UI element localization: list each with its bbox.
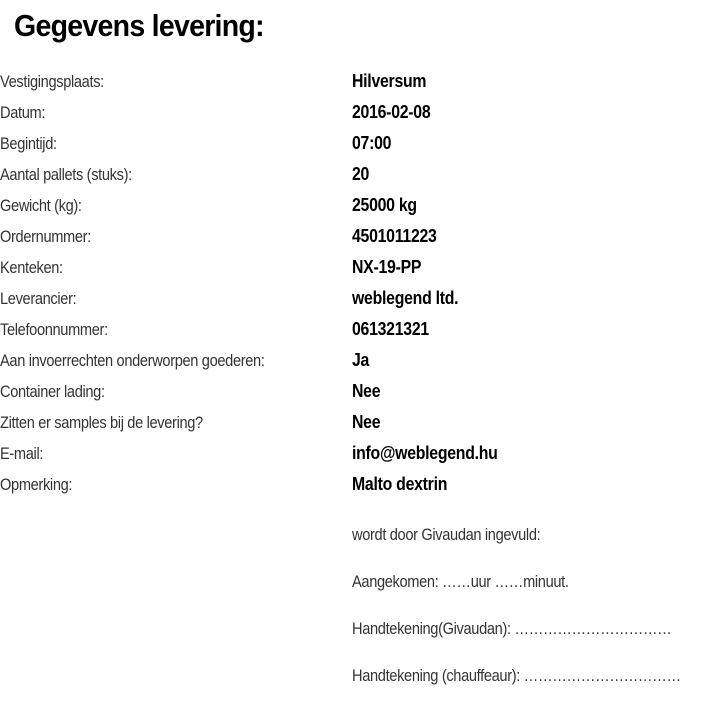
detail-label: Zitten er samples bij de levering? (0, 413, 203, 432)
detail-row-start-time (0, 128, 728, 159)
detail-label: Leverancier: (0, 289, 77, 308)
page-title: Gegevens levering: (14, 8, 264, 43)
detail-row-pallets (0, 159, 728, 190)
detail-label: Gewicht (kg): (0, 196, 82, 215)
detail-row-samples (0, 407, 728, 438)
detail-row-supplier (0, 283, 728, 314)
detail-row-license-plate (0, 252, 728, 283)
detail-label: Vestigingsplaats: (0, 72, 104, 91)
detail-value: 25000 kg (352, 195, 417, 215)
detail-label: Kenteken: (0, 258, 63, 277)
detail-row-location (0, 66, 728, 97)
delivery-details (0, 66, 728, 500)
detail-label: Aan invoerrechten onderworpen goederen: (0, 351, 265, 370)
detail-label: Opmerking: (0, 475, 73, 494)
givaudan-section (352, 520, 722, 708)
detail-label: Aantal pallets (stuks): (0, 165, 132, 184)
givaudan-signature-line: Handtekening(Givaudan): …………………………… (352, 619, 672, 638)
detail-row-weight (0, 190, 728, 221)
detail-value: Hilversum (352, 71, 427, 91)
detail-row-phone (0, 314, 728, 345)
detail-row-remark (0, 469, 728, 500)
detail-label: Begintijd: (0, 134, 57, 153)
detail-label: Ordernummer: (0, 227, 91, 246)
detail-label: Datum: (0, 103, 46, 122)
detail-row-date (0, 97, 728, 128)
arrival-time-line: Aangekomen: ……uur ……minuut. (352, 572, 569, 591)
detail-label: E-mail: (0, 444, 44, 463)
detail-value: info@weblegend.hu (352, 443, 498, 463)
detail-value: Nee (352, 412, 381, 432)
detail-value: 20 (352, 164, 370, 184)
detail-row-email (0, 438, 728, 469)
detail-value: weblegend ltd. (352, 288, 459, 308)
detail-value: NX-19-PP (352, 257, 422, 277)
detail-value: 061321321 (352, 319, 429, 339)
detail-value: 2016-02-08 (352, 102, 431, 122)
detail-value: 4501011223 (352, 226, 437, 246)
detail-row-order-number (0, 221, 728, 252)
detail-value: Malto dextrin (352, 474, 448, 494)
detail-value: 07:00 (352, 133, 392, 153)
detail-value: Nee (352, 381, 381, 401)
givaudan-note: wordt door Givaudan ingevuld: (352, 525, 541, 544)
driver-signature-line: Handtekening (chauffeaur): …………………………… (352, 666, 681, 685)
detail-row-container-load (0, 376, 728, 407)
detail-label: Container lading: (0, 382, 105, 401)
detail-row-dutiable-goods (0, 345, 728, 376)
detail-label: Telefoonnummer: (0, 320, 108, 339)
detail-value: Ja (352, 350, 370, 370)
